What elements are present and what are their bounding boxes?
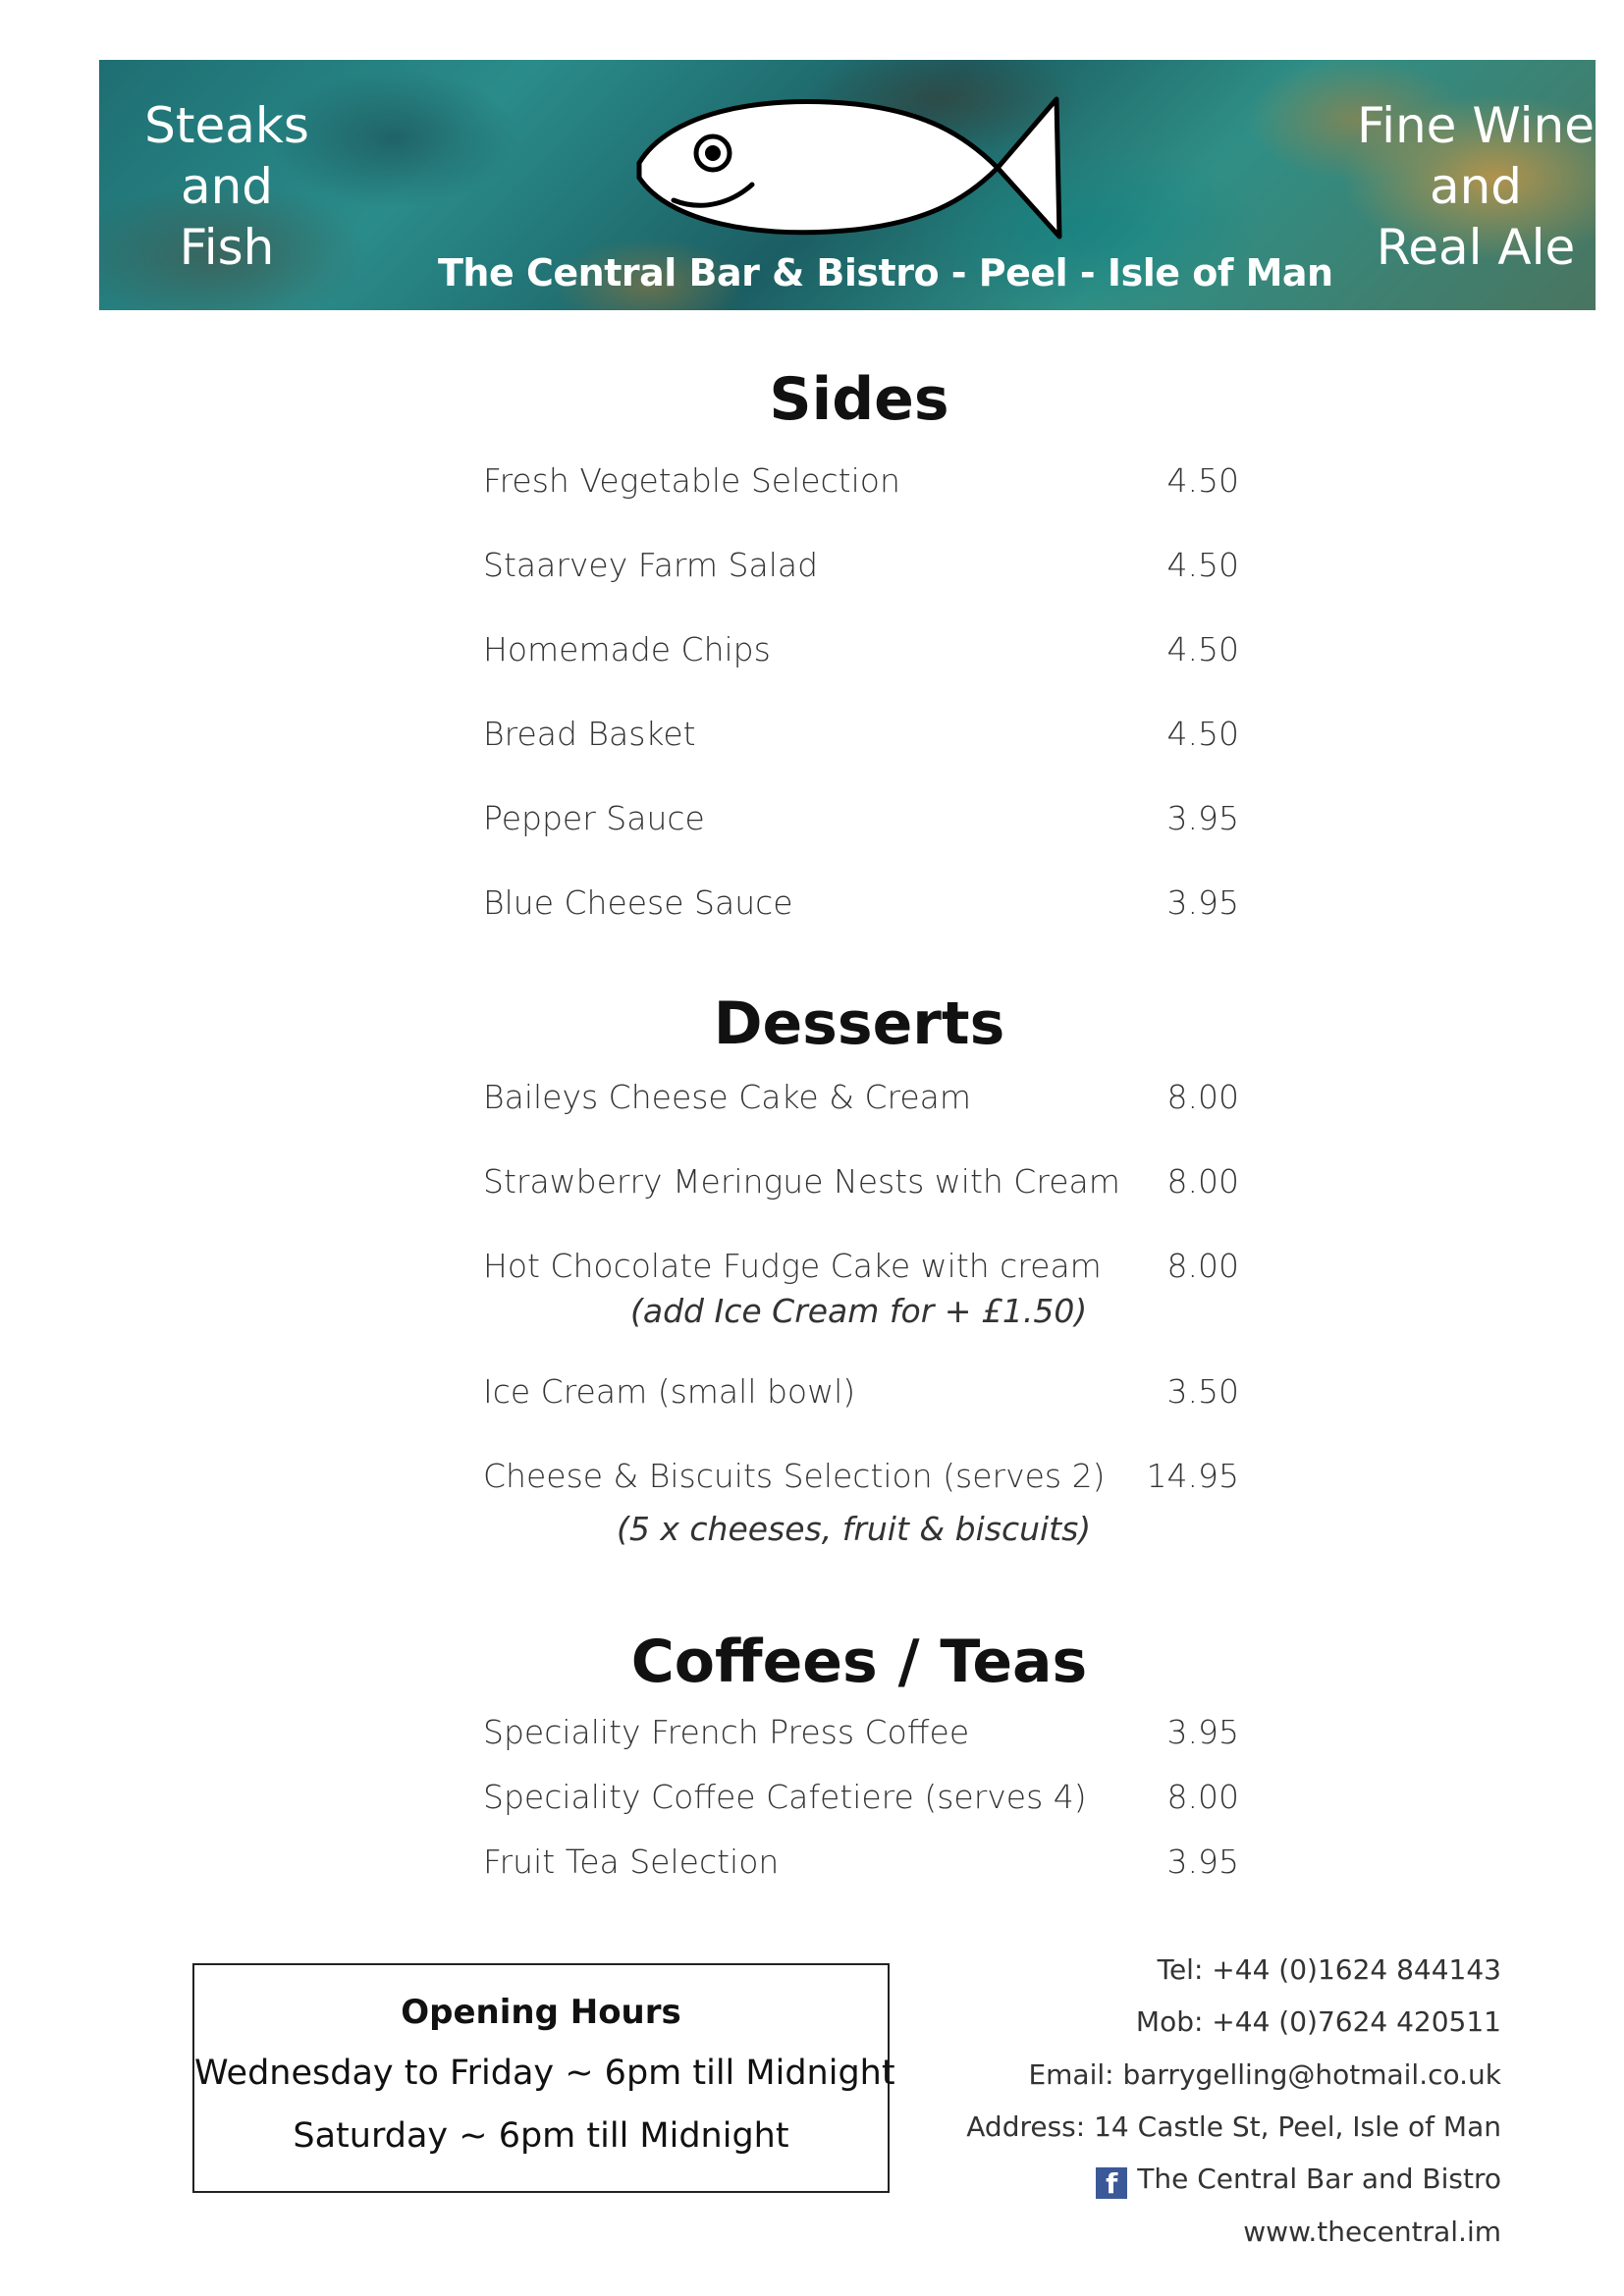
item-name: Staarvey Farm Salad — [483, 546, 819, 584]
menu-item — [483, 883, 1239, 933]
item-name: Homemade Chips — [483, 630, 771, 668]
item-name: Speciality Coffee Cafetiere (serves 4) — [483, 1778, 1087, 1816]
item-price: 8.00 — [1166, 1162, 1239, 1201]
section-title-coffees: Coffees / Teas — [630, 1628, 1088, 1696]
menu-item — [483, 715, 1239, 764]
item-name: Fruit Tea Selection — [483, 1842, 780, 1881]
item-price: 8.00 — [1166, 1247, 1239, 1285]
item-name: Blue Cheese Sauce — [483, 883, 793, 922]
item-name: Ice Cream (small bowl) — [483, 1372, 856, 1411]
fish-icon — [610, 75, 1199, 271]
menu-item — [483, 461, 1239, 510]
banner-left-text: Steaks and Fish — [144, 97, 309, 276]
item-name: Hot Chocolate Fudge Cake with cream — [483, 1247, 1102, 1285]
item-price: 14.95 — [1146, 1457, 1239, 1495]
contact-facebook[interactable] — [1096, 2163, 1501, 2199]
contact-mob: Mob: +44 (0)7624 420511 — [1135, 2005, 1501, 2038]
item-price: 3.95 — [1166, 1713, 1239, 1751]
section-title-desserts: Desserts — [713, 989, 1005, 1058]
menu-item — [483, 1078, 1239, 1127]
menu-item — [483, 1247, 1239, 1296]
menu-item — [483, 1778, 1239, 1827]
item-name: Strawberry Meringue Nests with Cream — [483, 1162, 1120, 1201]
contact-website[interactable]: www.thecentral.im — [1243, 2216, 1501, 2248]
item-price: 3.50 — [1166, 1372, 1239, 1411]
item-price: 8.00 — [1166, 1778, 1239, 1816]
menu-item — [483, 546, 1239, 595]
restaurant-name: The Central Bar & Bistro - Peel - Isle of Man — [438, 251, 1333, 294]
item-name: Baileys Cheese Cake & Cream — [483, 1078, 971, 1116]
item-price: 3.95 — [1166, 1842, 1239, 1881]
item-price: 4.50 — [1166, 546, 1239, 584]
contact-tel: Tel: +44 (0)1624 844143 — [1157, 1953, 1501, 1986]
item-name: Pepper Sauce — [483, 799, 705, 837]
opening-hours-line: Saturday ~ 6pm till Midnight — [293, 2116, 789, 2156]
header-banner — [99, 60, 1596, 310]
menu-item — [483, 1842, 1239, 1892]
facebook-label[interactable]: The Central Bar and Bistro — [1137, 2163, 1501, 2195]
menu-item — [483, 1713, 1239, 1762]
item-name: Speciality French Press Coffee — [483, 1713, 970, 1751]
contact-email-text[interactable]: Email: barrygelling@hotmail.co.uk — [1028, 2058, 1501, 2091]
contact-email[interactable] — [1028, 2058, 1501, 2091]
opening-hours-title: Opening Hours — [401, 1993, 681, 2032]
banner-right-text: Fine Wine and Real Ale — [1356, 97, 1596, 276]
item-note: (5 x cheeses, fruit & biscuits) — [617, 1510, 1092, 1548]
opening-hours-box — [192, 1963, 895, 2193]
item-name: Cheese & Biscuits Selection (serves 2) — [483, 1457, 1106, 1495]
facebook-icon[interactable]: f — [1096, 2167, 1127, 2199]
item-price: 4.50 — [1166, 461, 1239, 500]
item-price: 4.50 — [1166, 630, 1239, 668]
menu-item — [483, 1372, 1239, 1421]
section-title-sides: Sides — [769, 365, 949, 434]
item-price: 3.95 — [1166, 883, 1239, 922]
contact-address: Address: 14 Castle St, Peel, Isle of Man — [966, 2110, 1501, 2143]
menu-item — [483, 630, 1239, 679]
menu-item — [483, 1457, 1239, 1506]
item-name: Bread Basket — [483, 715, 696, 753]
item-name: Fresh Vegetable Selection — [483, 461, 900, 500]
item-note: (add Ice Cream for + £1.50) — [630, 1292, 1088, 1330]
item-price: 4.50 — [1166, 715, 1239, 753]
item-price: 8.00 — [1166, 1078, 1239, 1116]
menu-item — [483, 799, 1239, 848]
opening-hours-line: Wednesday to Friday ~ 6pm till Midnight — [194, 2054, 895, 2093]
item-price: 3.95 — [1166, 799, 1239, 837]
menu-item — [483, 1162, 1239, 1211]
